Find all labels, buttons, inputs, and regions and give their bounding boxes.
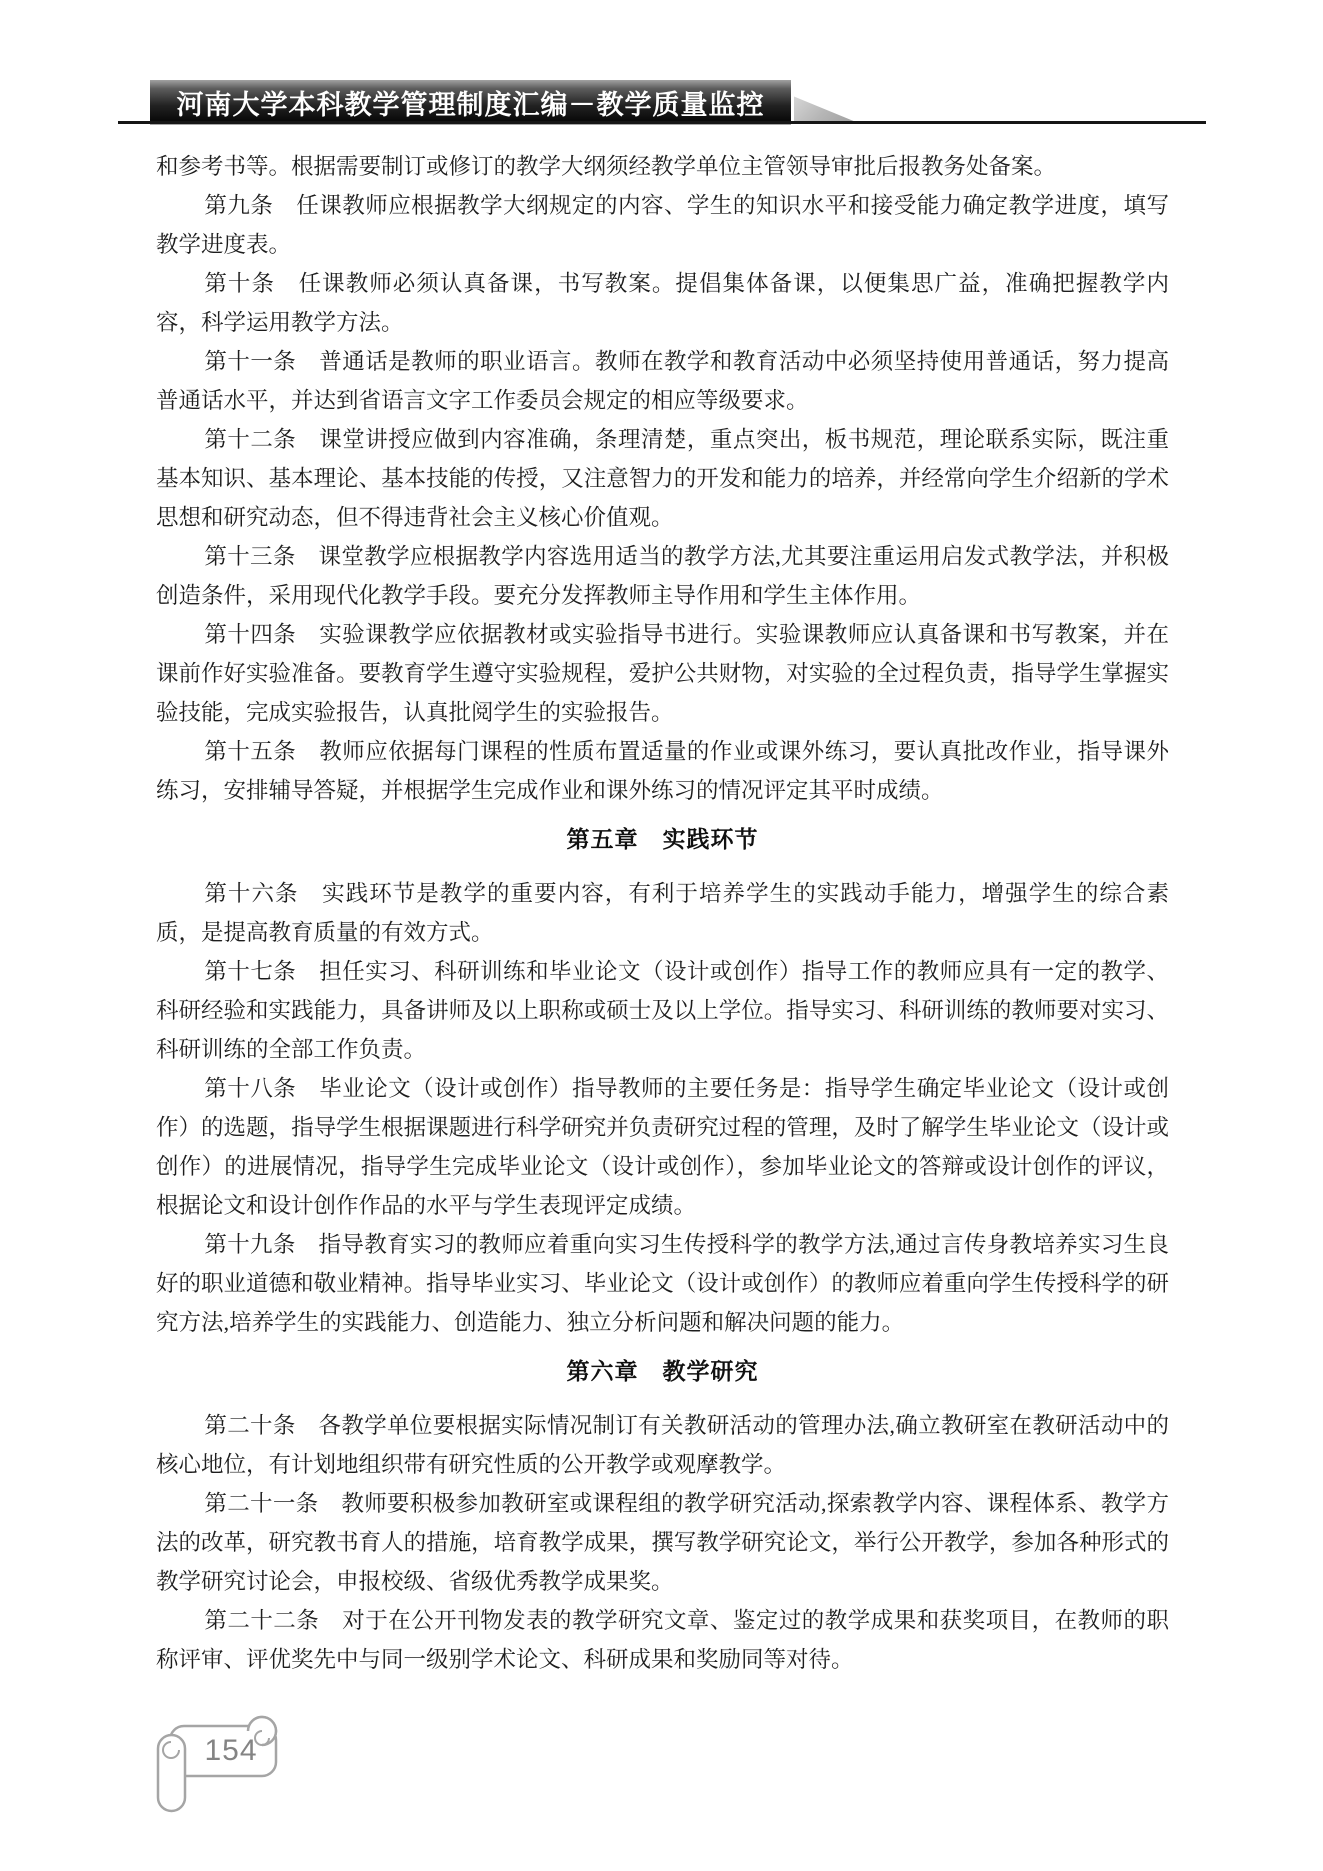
document-body	[156, 147, 1169, 1679]
page-number-scroll	[156, 1708, 301, 1823]
paragraph: 第十五条 教师应依据每门课程的性质布置适量的作业或课外练习，要认真批改作业，指导课外练习，安排辅导答疑，并根据学生完成作业和课外练习的情况评定其平时成绩。	[156, 739, 1169, 803]
paragraph: 第十七条 担任实习、科研训练和毕业论文（设计或创作）指导工作的教师应具有一定的教学、科研经验和实践能力，具备讲师及以上职称或硕士及以上学位。指导实习、科研训练的教师要对实习、科研训练的全部工作负责。	[156, 959, 1169, 1062]
paragraph: 第二十条 各教学单位要根据实际情况制订有关教研活动的管理办法,确立教研室在教研活动中的核心地位，有计划地组织带有研究性质的公开教学或观摩教学。	[156, 1413, 1169, 1477]
paragraph: 第二十二条 对于在公开刊物发表的教学研究文章、鉴定过的教学成果和获奖项目，在教师的职称评审、评优奖先中与同一级别学术论文、科研成果和奖励同等对待。	[156, 1608, 1169, 1672]
paragraph: 第十条 任课教师必须认真备课，书写教案。提倡集体备课，以便集思广益，准确把握教学内容，科学运用教学方法。	[156, 271, 1169, 335]
header-arrow-icon	[794, 93, 856, 122]
paragraph: 第九条 任课教师应根据教学大纲规定的内容、学生的知识水平和接受能力确定教学进度，填写教学进度表。	[156, 193, 1169, 257]
paragraph: 第十九条 指导教育实习的教师应着重向实习生传授科学的教学方法,通过言传身教培养实习生良好的职业道德和敬业精神。指导毕业实习、毕业论文（设计或创作）的教师应着重向学生传授科学的研究方法,培养学生的实践能力、创造能力、独立分析问题和解决问题的能力。	[156, 1232, 1169, 1335]
paragraph: 第十一条 普通话是教师的职业语言。教师在教学和教育活动中必须坚持使用普通话，努力提高普通话水平，并达到省语言文字工作委员会规定的相应等级要求。	[156, 349, 1169, 413]
chapter-heading: 第六章 教学研究	[566, 1358, 759, 1384]
header-banner	[150, 80, 791, 124]
paragraph: 和参考书等。根据需要制订或修订的教学大纲须经教学单位主管领导审批后报教务处备案。	[156, 154, 1057, 179]
page-number: 154	[204, 1734, 258, 1767]
paragraph: 第二十一条 教师要积极参加教研室或课程组的教学研究活动,探索教学内容、课程体系、教学方法的改革，研究教书育人的措施，培育教学成果，撰写教学研究论文，举行公开教学，参加各种形式的教学研究讨论会，申报校级、省级优秀教学成果奖。	[156, 1491, 1169, 1594]
header-banner-title: 河南大学本科教学管理制度汇编－教学质量监控	[176, 89, 765, 120]
paragraph: 第十八条 毕业论文（设计或创作）指导教师的主要任务是：指导学生确定毕业论文（设计或创作）的选题，指导学生根据课题进行科学研究并负责研究过程的管理，及时了解学生毕业论文（设计或创作）的进展情况，指导学生完成毕业论文（设计或创作），参加毕业论文的答辩或设计创作的评议，根据论文和设计创作作品的水平与学生表现评定成绩。	[156, 1076, 1169, 1218]
paragraph: 第十四条 实验课教学应依据教材或实验指导书进行。实验课教师应认真备课和书写教案，并在课前作好实验准备。要教育学生遵守实验规程，爱护公共财物，对实验的全过程负责，指导学生掌握实验技能，完成实验报告，认真批阅学生的实验报告。	[156, 622, 1169, 725]
header-rule	[118, 121, 1206, 124]
paragraph: 第十二条 课堂讲授应做到内容准确，条理清楚，重点突出，板书规范，理论联系实际，既注重基本知识、基本理论、基本技能的传授，又注意智力的开发和能力的培养，并经常向学生介绍新的学术思想和研究动态，但不得违背社会主义核心价值观。	[156, 427, 1169, 530]
chapter-heading: 第五章 实践环节	[566, 826, 759, 852]
paragraph: 第十三条 课堂教学应根据教学内容选用适当的教学方法,尤其要注重运用启发式教学法，并积极创造条件，采用现代化教学手段。要充分发挥教师主导作用和学生主体作用。	[156, 544, 1169, 608]
paragraph: 第十六条 实践环节是教学的重要内容，有利于培养学生的实践动手能力，增强学生的综合素质，是提高教育质量的有效方式。	[156, 881, 1169, 945]
